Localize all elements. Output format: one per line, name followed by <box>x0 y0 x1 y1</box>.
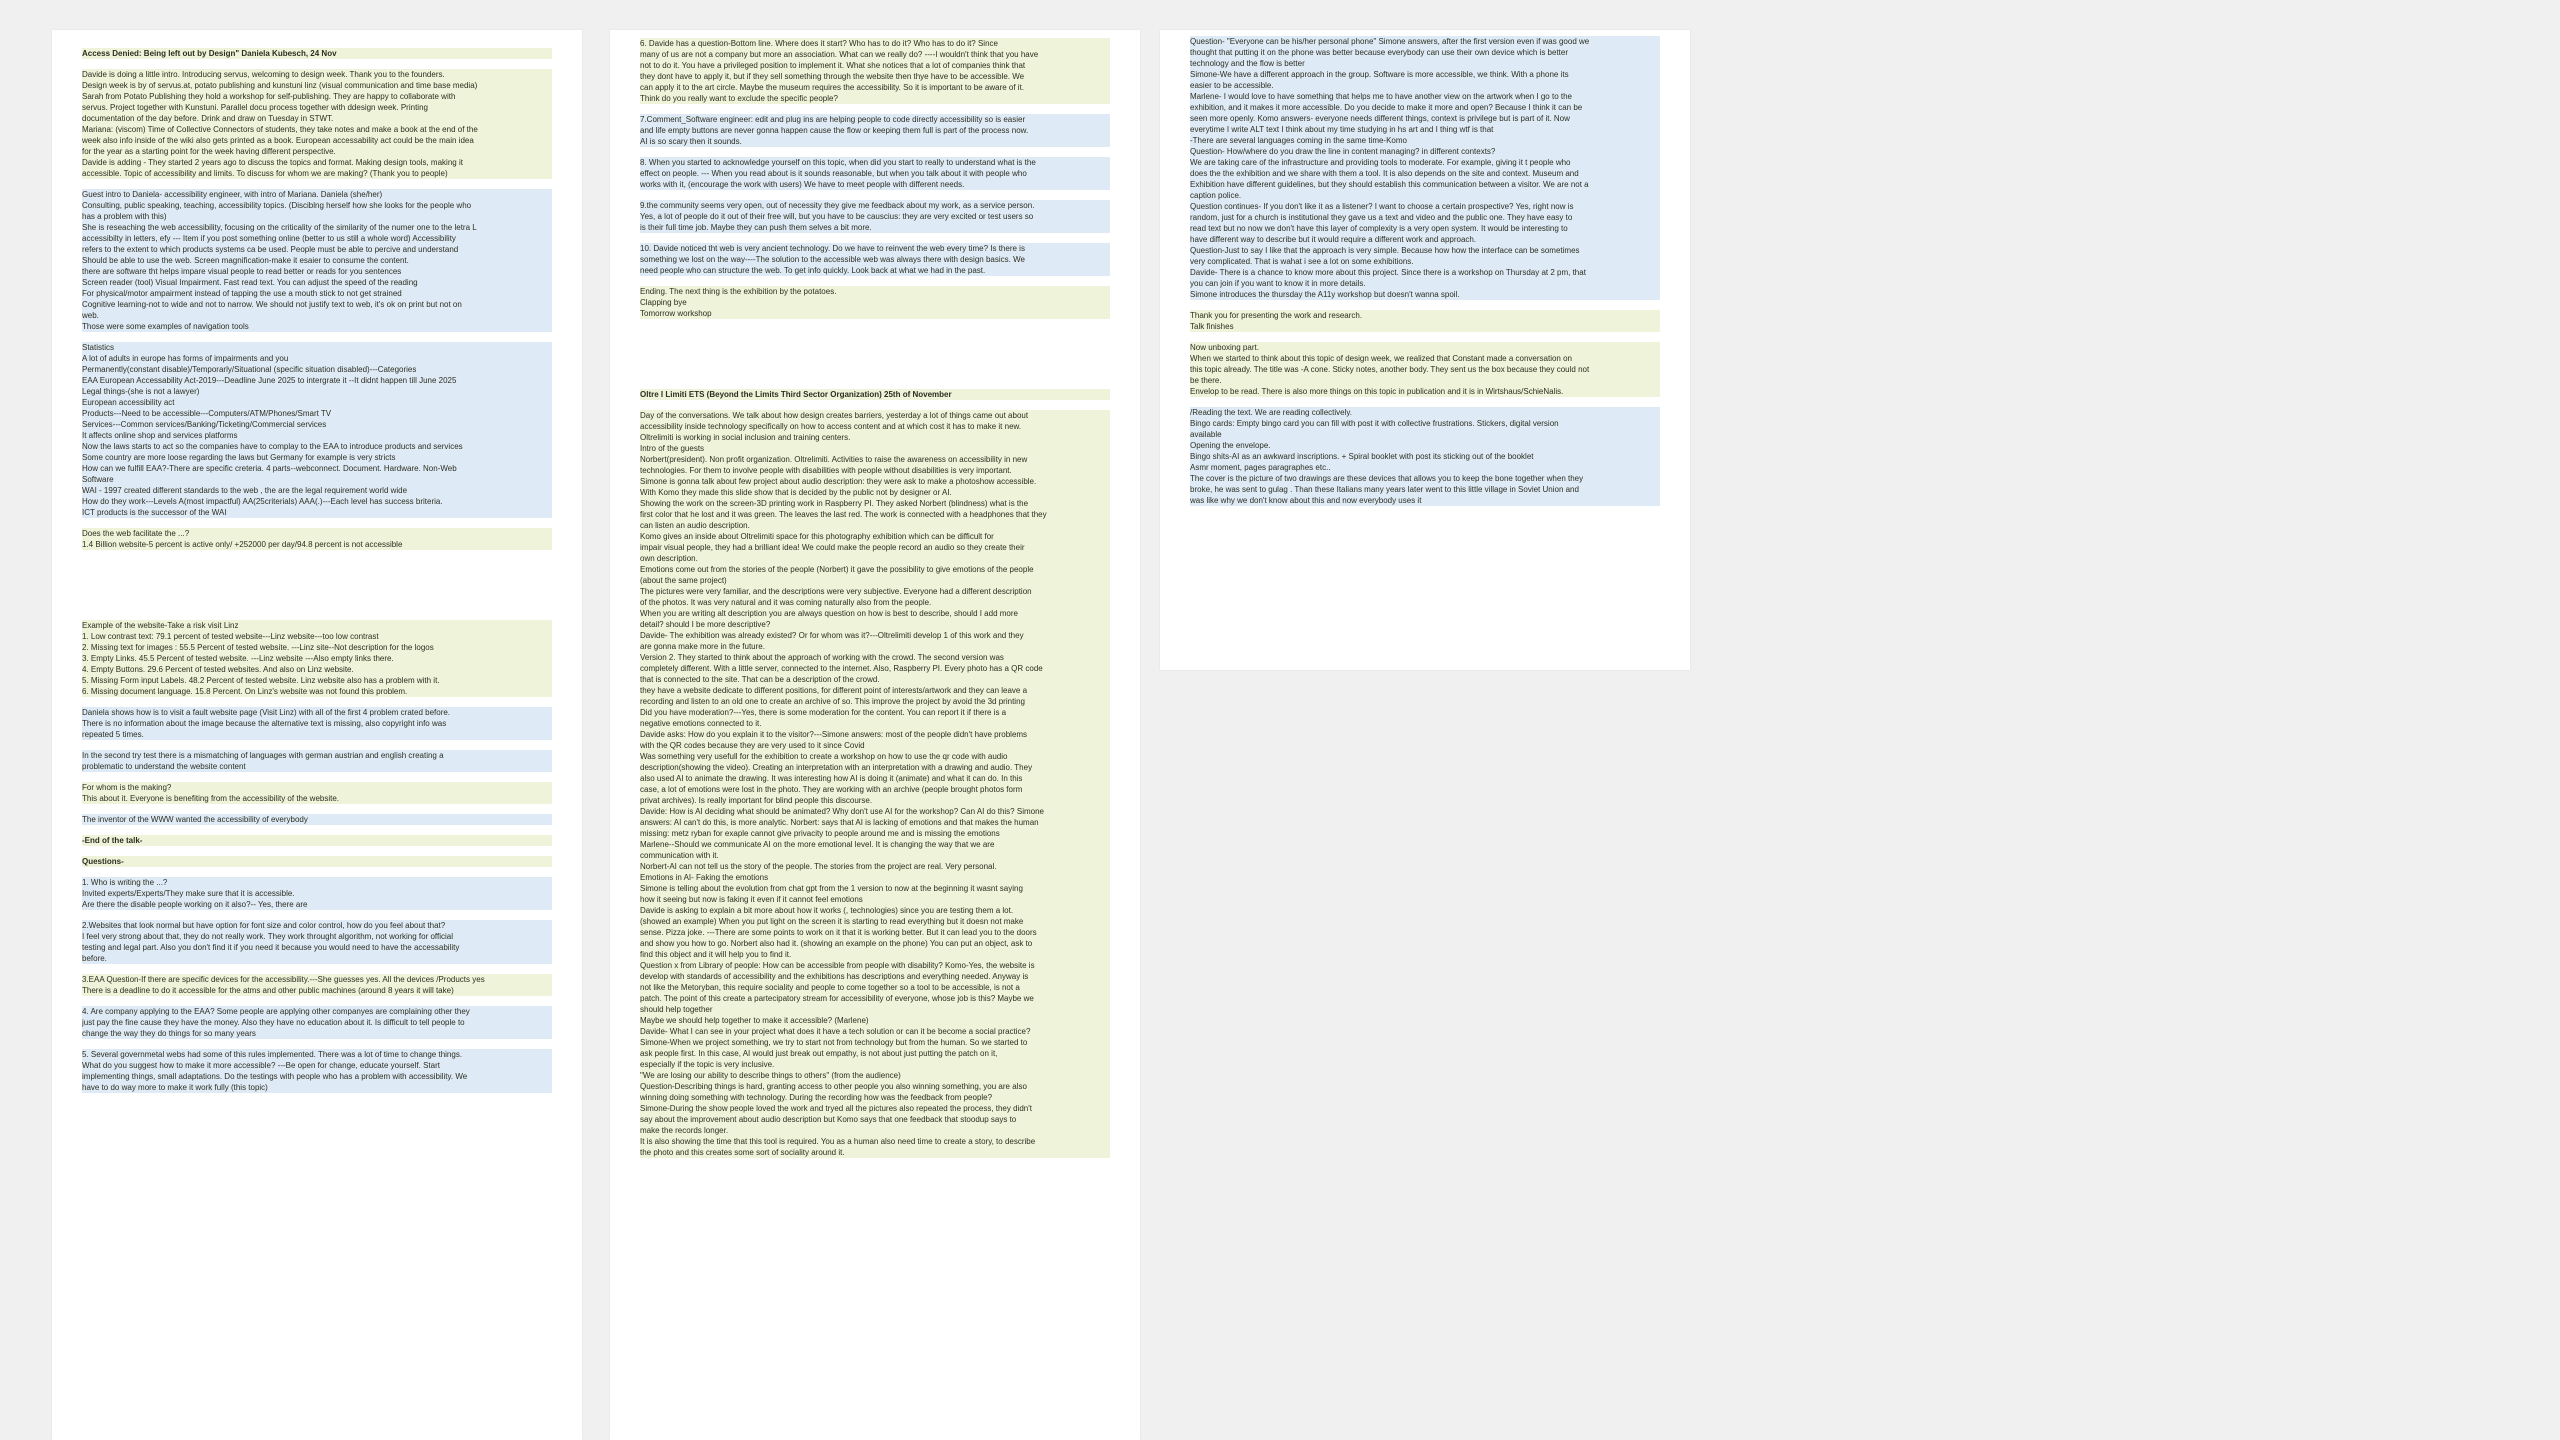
text-line: 8. When you started to acknowledge yourself on this topic, when did you start to really to understand what is the <box>640 157 1110 168</box>
text-line: She is reseaching the web accessibility, focusing on the criticality of the similarity of the numer one to the letra L <box>82 222 552 233</box>
text-line: 7.Comment_Software engineer: edit and plug ins are helping people to code directly accessibility so is easier <box>640 114 1110 125</box>
text-line: with the QR codes because they are very used to it since Covid <box>640 740 1110 751</box>
text-line: 9.the community seems very open, out of necessity they give me feedback about my work, as a service person. <box>640 200 1110 211</box>
text-line: there are software tht helps impare visual people to read better or reads for you sentences <box>82 266 552 277</box>
text-line: Talk finishes <box>1190 321 1660 332</box>
text-line: Emotions come out from the stories of the people (Norbert) it gave the possibility to give emotions of the people <box>640 564 1110 575</box>
text-line: of the photos. It was very natural and it was coming naturally also from the people. <box>640 597 1110 608</box>
text-line: Exhibition have different guidelines, but they should establish this communication between a visitor. We are not a <box>1190 179 1660 190</box>
text-line: accessibilty in letters, efy --- Item if you post something online (better to us still a whole word) Accessibility <box>82 233 552 244</box>
text-line: For physical/motor ampairment instead of tapping the use a mouth stick to not get strained <box>82 288 552 299</box>
text-line: Question- How/where do you draw the line in content managing? in different contexts? <box>1190 146 1660 157</box>
text-line: recording and listen to an old one to create an archive of so. This improve the project by avoid the 3d printing <box>640 696 1110 707</box>
document-page-2 <box>610 30 1140 1440</box>
spacer <box>82 560 552 620</box>
text-line: Example of the website-Take a risk visit Linz <box>82 620 552 631</box>
text-line: Statistics <box>82 342 552 353</box>
text-line: also used AI to animate the drawing. It was interesting how AI is doing it (animate) and what it can do. In this <box>640 773 1110 784</box>
text-line: impair visual people, they had a brilliant idea! We could make the people record an audio so they create their <box>640 542 1110 553</box>
text-line: The pictures were very familiar, and the descriptions were very subjective. Everyone had a different description <box>640 586 1110 597</box>
document-page-3 <box>1160 30 1690 670</box>
paragraph <box>1190 36 1660 300</box>
text-line: Now the laws starts to act so the companies have to complay to the EAA to introduce products and services <box>82 441 552 452</box>
text-line: own description. <box>640 553 1110 564</box>
paragraph <box>82 750 552 772</box>
text-line: and show you how to go. Norbert also had it. (showing an example on the phone) You can put an object, ask to <box>640 938 1110 949</box>
text-line: Invited experts/Experts/They make sure that it is accessible. <box>82 888 552 899</box>
text-line: does the the exhibition and we share with them a tool. It is also depends on the site and context. Museum and <box>1190 168 1660 179</box>
paragraph <box>1190 310 1660 332</box>
paragraph <box>640 389 1110 400</box>
text-line: broke, he was sent to gulag . Than these Italians many years later went to this little village in Soviet Union and <box>1190 484 1660 495</box>
text-line: thought that putting it on the phone was better because everybody can use their own device which is better <box>1190 47 1660 58</box>
text-line: Was something very usefull for the exhibition to create a workshop on how to use the qr code with audio <box>640 751 1110 762</box>
text-line: Those were some examples of navigation tools <box>82 321 552 332</box>
text-line: Showing the work on the screen-3D printing work in Raspberry PI. They asked Norbert (blindness) what is the <box>640 498 1110 509</box>
text-line: Davide is asking to explain a bit more about how it works (, technologies) since you are testing them a lot. <box>640 905 1110 916</box>
text-line: 6. Davide has a question-Bottom line. Where does it start? Who has to do it? Who has to do it? Since <box>640 38 1110 49</box>
text-line: Day of the conversations. We talk about how design creates barriers, yesterday a lot of things came out about <box>640 410 1110 421</box>
text-line: exhibition, and it makes it more accessible. Do you decide to make it more and open? Because I think it can be <box>1190 102 1660 113</box>
text-line: have to do way more to make it work fully (this topic) <box>82 1082 552 1093</box>
paragraph <box>82 877 552 910</box>
text-line: completely different. With a little server, connected to the internet. Also, Raspberry PI. Every photo has a QR code <box>640 663 1110 674</box>
text-line: seen more openly. Komo answers- everyone needs different things, context is privilege but is part of it. Now <box>1190 113 1660 124</box>
text-line: Simone introduces the thursday the A11y workshop but doesn't wanna spoil. <box>1190 289 1660 300</box>
text-line: you can join if you want to know it in more details. <box>1190 278 1660 289</box>
text-line: What do you suggest how to make it more accessible? ---Be open for change, educate yourself. Start <box>82 1060 552 1071</box>
spacer <box>640 329 1110 389</box>
text-line: they have a website dedicate to different positions, for different point of interests/artwork and they can leave a <box>640 685 1110 696</box>
text-line: Yes, a lot of people do it out of their free will, but you have to be causcius: they are very excited or test users so <box>640 211 1110 222</box>
text-line: Tomorrow workshop <box>640 308 1110 319</box>
text-line: Opening the envelope. <box>1190 440 1660 451</box>
text-line: random, just for a church is institutional they gave us a text and video and the public one. They have easy to <box>1190 212 1660 223</box>
text-line: Simone is gonna talk about few project about audio description: they were ask to make a photoshow accessible. <box>640 476 1110 487</box>
text-line: Envelop to be read. There is also more things on this topic in publication and it is in Wirtshaus/SchieNalis. <box>1190 386 1660 397</box>
text-line: 2. Missing text for images : 55.5 Percent of tested website. ---Linz site--Not description for the logos <box>82 642 552 653</box>
paragraph <box>82 1049 552 1093</box>
paragraph <box>1190 407 1660 506</box>
text-line: available <box>1190 429 1660 440</box>
paragraph <box>82 920 552 964</box>
paragraph <box>82 528 552 550</box>
text-line: I feel very strong about that, they do not really work. They work throught algorithm, not working for official <box>82 931 552 942</box>
text-line: When we started to think about this topic of design week, we realized that Constant made a conversation on <box>1190 353 1660 364</box>
text-line: /Reading the text. We are reading collectively. <box>1190 407 1660 418</box>
paragraph <box>640 410 1110 1158</box>
text-line: that is connected to the site. That can be a description of the crowd. <box>640 674 1110 685</box>
text-line: We are taking care of the infrastructure and providing tools to moderate. For example, giving it t people who <box>1190 157 1660 168</box>
text-line: In the second try test there is a mismatching of languages with german austrian and english creating a <box>82 750 552 761</box>
text-line: -End of the talk- <box>82 835 552 846</box>
text-line: 4. Empty Buttons. 29.6 Percent of tested websites. And also on Linz website. <box>82 664 552 675</box>
text-line: not to do it. You have a privileged position to implement it. What she notices that a lot of companies think that <box>640 60 1110 71</box>
paragraph <box>82 189 552 332</box>
text-line: need people who can structure the web. To get info quickly. Look back at what we had in the past. <box>640 265 1110 276</box>
text-line: Davide is doing a little intro. Introducing servus, welcoming to design week. Thank you to the founders. <box>82 69 552 80</box>
text-line: There is a deadline to do it accessible for the atms and other public machines (around 8 years it will take) <box>82 985 552 996</box>
text-line: Norbert-AI can not tell us the story of the people. The stories from the project are real. Very personal. <box>640 861 1110 872</box>
text-line: The inventor of the WWW wanted the accessibility of everybody <box>82 814 552 825</box>
text-line: 6. Missing document language. 15.8 Percent. On Linz's website was not found this problem. <box>82 686 552 697</box>
text-line: was like why we don't know about this and now everybody uses it <box>1190 495 1660 506</box>
text-line: Software <box>82 474 552 485</box>
text-line: first color that he lost and it was green. The leaves the last red. The work is connected with a headphones that they <box>640 509 1110 520</box>
text-line: caption police. <box>1190 190 1660 201</box>
text-line: Oltre I Limiti ETS (Beyond the Limits Third Sector Organization) 25th of November <box>640 389 1110 400</box>
text-line: Simone-During the show people loved the work and tryed all the pictures also repeated the process, they didn't <box>640 1103 1110 1114</box>
text-line: ask people first. In this case, AI would just break out empathy, is not about just putting the patch on it, <box>640 1048 1110 1059</box>
text-line: especially if the topic is very inclusive. <box>640 1059 1110 1070</box>
document-page-1 <box>52 30 582 1440</box>
text-line: It is also showing the time that this tool is required. You as a human also need time to create a story, to describe <box>640 1136 1110 1147</box>
text-line: answers: AI can't do this, is more analytic. Norbert: says that AI is lacking of emotions and that makes the human <box>640 817 1110 828</box>
text-line: Products---Need to be accessible---Computers/ATM/Phones/Smart TV <box>82 408 552 419</box>
text-line: 3. Empty Links. 45.5 Percent of tested website. ---Linz website ---Also empty links there. <box>82 653 552 664</box>
text-line: Thank you for presenting the work and research. <box>1190 310 1660 321</box>
text-line: easier to be accessible. <box>1190 80 1660 91</box>
paragraph <box>640 200 1110 233</box>
text-line: Version 2. They started to think about the approach of working with the crowd. The second version was <box>640 652 1110 663</box>
text-line: Komo gives an inside about Oltrelimiti space for this photography exhibition which can be difficult for <box>640 531 1110 542</box>
text-line: Services---Common services/Banking/Ticketing/Commercial services <box>82 419 552 430</box>
text-line: How do they work---Levels A(most impactful) AA(25criterials) AAA(.)---Each level has success briteria. <box>82 496 552 507</box>
text-line: patch. The point of this create a partecipatory stream for accessibility of everyone, whose job is this? Maybe we <box>640 993 1110 1004</box>
paragraph <box>640 38 1110 104</box>
text-line: this topic already. The title was -A cone. Sticky notes, another body. They sent us the box because they could not <box>1190 364 1660 375</box>
text-line: week also info inside of the wiki also gets printed as a book. European accessability act could be the main idea <box>82 135 552 146</box>
text-line: A lot of adults in europe has forms of impairments and you <box>82 353 552 364</box>
text-line: develop with standards of accessibility and the exhibitions has descriptions and everything needed. Anyway is <box>640 971 1110 982</box>
text-line: are gonna make more in the future. <box>640 641 1110 652</box>
text-line: Questions- <box>82 856 552 867</box>
text-line: problematic to understand the website content <box>82 761 552 772</box>
paragraph <box>82 1006 552 1039</box>
text-line: Davide- There is a chance to know more about this project. Since there is a workshop on Thursday at 2 pm, that <box>1190 267 1660 278</box>
text-line: Does the web facilitate the ...? <box>82 528 552 539</box>
text-line: 10. Davide noticed tht web is very ancient technology. Do we have to reinvent the web every time? Is there is <box>640 243 1110 254</box>
text-line: Access Denied: Being left out by Design" Daniela Kubesch, 24 Nov <box>82 48 552 59</box>
paragraph <box>82 814 552 825</box>
text-line: is their full time job. Maybe they can push them selves a bit more. <box>640 222 1110 233</box>
text-line: EAA European Accessability Act-2019---Deadline June 2025 to intergrate it --It didnt happen till June 2025 <box>82 375 552 386</box>
text-line: Permanently(constant disable)/Temporarly/Situational (specific situation disabled)---Categories <box>82 364 552 375</box>
text-line: (about the same project) <box>640 575 1110 586</box>
text-line: have different way to describe but it would require a different work and approach. <box>1190 234 1660 245</box>
paragraph <box>82 856 552 867</box>
paragraph <box>82 974 552 996</box>
text-line: Bingo shits-AI as an awkward inscriptions. + Spiral booklet with post its sticking out of the booklet <box>1190 451 1660 462</box>
text-line: Oltrelimiti is working in social inclusion and training centers. <box>640 432 1110 443</box>
text-line: refers to the extent to which products systems ca be used. People must be able to percive and understand <box>82 244 552 255</box>
text-line: Some country are more loose regarding the laws but Germany for example is very stricts <box>82 452 552 463</box>
text-line: sense. Pizza joke. ---There are some points to work on it that it is working better. But it can lead you to the doors <box>640 927 1110 938</box>
text-line: Davide- The exhibition was already existed? Or for whom was it?---Oltrelimiti develop 1 of this work and they <box>640 630 1110 641</box>
text-line: works with it, (encourage the work with users) We have to meet people with different needs. <box>640 179 1110 190</box>
text-line: missing: metz ryban for exaple cannot give privacity to people around me and is missing the emotions <box>640 828 1110 839</box>
text-line: 1. Who is writing the ...? <box>82 877 552 888</box>
text-line: How can we fulfill EAA?-There are specific creteria. 4 parts--webconnect. Document. Hardware. Non-Web <box>82 463 552 474</box>
text-line: description(showing the video). Creating an interpretation with an interpretation with a drawing and audio. They <box>640 762 1110 773</box>
text-line: testing and legal part. Also you don't find it if you need it because you would need to have the accessability <box>82 942 552 953</box>
text-line: For whom is the making? <box>82 782 552 793</box>
text-line: "We are losing our ability to describe things to others" (from the audience) <box>640 1070 1110 1081</box>
text-line: accessibility inside technology specifically on how to access content and at which cost it has to make it new. <box>640 421 1110 432</box>
paragraph <box>82 707 552 740</box>
text-line: Guest intro to Daniela- accessibility engineer, with intro of Mariana. Daniela (she/her) <box>82 189 552 200</box>
text-line: winning doing something with technology. During the recording how was the feedback from people? <box>640 1092 1110 1103</box>
text-line: With Komo they made this slide show that is decided by the public not by designer or AI. <box>640 487 1110 498</box>
text-line: effect on people. --- When you read about is it sounds reasonable, but when you talk about it with people who <box>640 168 1110 179</box>
text-line: can listen an audio description. <box>640 520 1110 531</box>
paragraph <box>82 48 552 59</box>
text-line: accessible. Topic of accessibility and limits. To discuss for whom we are making? (Thank you to people) <box>82 168 552 179</box>
text-line: 1. Low contrast text: 79.1 percent of tested website---Linz website---too low contrast <box>82 631 552 642</box>
text-line: 1.4 Billion website-5 percent is active only/ +252000 per day/94.8 percent is not accessible <box>82 539 552 550</box>
text-line: It affects online shop and services platforms <box>82 430 552 441</box>
paragraph <box>640 286 1110 319</box>
text-line: servus. Project together with Kunstuni. Parallel docu process together with ddesign week. Printing <box>82 102 552 113</box>
text-line: Are there the disable people working on it also?-- Yes, there are <box>82 899 552 910</box>
text-line: Question-Just to say I like that the approach is very simple. Because how how the interface can be sometimes <box>1190 245 1660 256</box>
text-line: case, a lot of emotions were lost in the photo. They are working with an archive (people brought photos form <box>640 784 1110 795</box>
paragraph <box>82 69 552 179</box>
text-line: say about the improvement about audio description but Komo says that one feedback that stoodup says to <box>640 1114 1110 1125</box>
text-line: read text but no now we don't have this layer of complexity is a very open system. It would be interesting to <box>1190 223 1660 234</box>
text-line: change the way they do things for so many years <box>82 1028 552 1039</box>
text-line: Marlene- I would love to have something that helps me to have another view on the artwork when I go to the <box>1190 91 1660 102</box>
text-line: AI is so scary then it sounds. <box>640 136 1110 147</box>
text-line: 3.EAA Question-If there are specific devices for the accessibility.---She guesses yes. All the devices /Products yes <box>82 974 552 985</box>
text-line: WAI - 1997 created different standards to the web , the are the legal requirement world wide <box>82 485 552 496</box>
text-line: Mariana: (viscom) Time of Collective Connectors of students, they take notes and make a book at the end of the <box>82 124 552 135</box>
text-line: Should be able to use the web. Screen magnification-make it esaier to consume the content. <box>82 255 552 266</box>
text-line: something we lost on the way----The solution to the accessible web was always there with design basics. We <box>640 254 1110 265</box>
text-line: Norbert(president). Non profit organization. Oltrelimiti. Activities to raise the awareness on accessibility in new <box>640 454 1110 465</box>
text-line: The cover is the picture of two drawings are these devices that allows you to keep the bone together when they <box>1190 473 1660 484</box>
text-line: detail? should I be more descriptive? <box>640 619 1110 630</box>
paragraph <box>1190 342 1660 397</box>
text-line: Sarah from Potato Publishing they hold a workshop for self-publishing. They are happy to collaborate with <box>82 91 552 102</box>
text-line: privat archives). Is really important for blind people this discourse. <box>640 795 1110 806</box>
paragraph <box>82 835 552 846</box>
text-line: the photo and this creates some sort of sociality around it. <box>640 1147 1110 1158</box>
paragraph <box>82 620 552 697</box>
paragraph <box>640 157 1110 190</box>
text-line: Maybe we should help together to make it accessible? (Marlene) <box>640 1015 1110 1026</box>
text-line: web. <box>82 310 552 321</box>
text-line: 2.Websites that look normal but have option for font size and color control, how do you feel about that? <box>82 920 552 931</box>
text-line: make the records longer. <box>640 1125 1110 1136</box>
text-line: European accessibility act <box>82 397 552 408</box>
text-line: 5. Several governmetal webs had some of this rules implemented. There was a lot of time to change things. <box>82 1049 552 1060</box>
text-line: Emotions in AI- Faking the emotions <box>640 872 1110 883</box>
text-line: has a problem with this) <box>82 211 552 222</box>
text-line: Question- "Everyone can be his/her personal phone" Simone answers, after the first version even if was good we <box>1190 36 1660 47</box>
text-line: Clapping bye <box>640 297 1110 308</box>
text-line: Simone-When we project something, we try to start not from technology but from the human. So we started to <box>640 1037 1110 1048</box>
text-line: This about it. Everyone is benefiting from the accessibility of the website. <box>82 793 552 804</box>
text-line: Asmr moment, pages paragraphes etc.. <box>1190 462 1660 473</box>
text-line: When you are writing alt description you are always question on how is best to describe, should I add more <box>640 608 1110 619</box>
text-line: Screen reader (tool) Visual Impairment. Fast read text. You can adjust the speed of the reading <box>82 277 552 288</box>
text-line: Question continues- If you don't like it as a listener? I want to choose a certain prospective? Yes, right now is <box>1190 201 1660 212</box>
text-line: repeated 5 times. <box>82 729 552 740</box>
text-line: not like the Metoryban, this require sociality and people to come together so a tool to be accessible, is not a <box>640 982 1110 993</box>
text-line: be there. <box>1190 375 1660 386</box>
text-line: Davide asks: How do you explain it to the visitor?---Simone answers: most of the people didn't have problems <box>640 729 1110 740</box>
paragraph <box>82 342 552 518</box>
text-line: Question x from Library of people: How can be accessible from people with disability? Komo-Yes, the website is <box>640 960 1110 971</box>
text-line: many of us are not a company but more an association. What can we really do? ----I wouldn't think that you have <box>640 49 1110 60</box>
text-line: Ending. The next thing is the exhibition by the potatoes. <box>640 286 1110 297</box>
text-line: everytime I write ALT text I think about my time studying in hs art and I thing wtf is that <box>1190 124 1660 135</box>
text-line: Cognitive learning-not to wide and not to narrow. We should not justify text to web, it's ok on print but not on <box>82 299 552 310</box>
text-line: Think do you really want to exclude the specific people? <box>640 93 1110 104</box>
text-line: Davide- What I can see in your project what does it have a tech solution or can it be become a social practice? <box>640 1026 1110 1037</box>
text-line: Marlene--Should we communicate AI on the more emotional level. It is changing the way that we are <box>640 839 1110 850</box>
text-line: Davide: How is AI deciding what should be animated? Why don't use AI for the workshop? Can AI do this? Simone <box>640 806 1110 817</box>
paragraph <box>640 243 1110 276</box>
text-line: (showed an example) When you put light on the screen it is starting to read everything but it doesn not make <box>640 916 1110 927</box>
text-line: just pay the fine cause they have the money. Also they have no education about it. Is difficult to tell people to <box>82 1017 552 1028</box>
text-line: Daniela shows how is to visit a fault website page (Visit Linz) with all of the first 4 problem crated before. <box>82 707 552 718</box>
text-line: ICT products is the successor of the WAI <box>82 507 552 518</box>
text-line: Davide is adding - They started 2 years ago to discuss the topics and format. Making design tools, making it <box>82 157 552 168</box>
paragraph <box>82 782 552 804</box>
text-line: Bingo cards: Empty bingo card you can fill with post it with collective frustrations. Stickers, digital version <box>1190 418 1660 429</box>
text-line: 4. Are company applying to the EAA? Some people are applying other companyes are complaining other they <box>82 1006 552 1017</box>
text-line: negative emotions connected to it. <box>640 718 1110 729</box>
text-line: Consulting, public speaking, teaching, accessibility topics. (Disciblng herself how she looks for the people who <box>82 200 552 211</box>
text-line: how it seeing but now is faking it even if it cannot feel emotions <box>640 894 1110 905</box>
text-line: for the year as a starting point for the week having different perspective. <box>82 146 552 157</box>
paragraph <box>640 114 1110 147</box>
text-line: Design week is by of servus.at, potato publishing and kunstuni linz (visual communication and time base media) <box>82 80 552 91</box>
text-line: can apply it to the art circle. Maybe the museum requires the accessibility. So it is important to be aware of it. <box>640 82 1110 93</box>
text-line: technologies. For them to involve people with disabilities with people without disabilities is very important. <box>640 465 1110 476</box>
text-line: There is no information about the image because the alternative text is missing, also copyright info was <box>82 718 552 729</box>
text-line: documentation of the day before. Drink and draw on Tuesday in STWT. <box>82 113 552 124</box>
text-line: Did you have moderation?---Yes, there is some moderation for the content. You can report it if there is a <box>640 707 1110 718</box>
text-line: Legal things-(she is not a lawyer) <box>82 386 552 397</box>
text-line: and life empty buttons are never gonna happen cause the flow or keeping them full is part of the process now. <box>640 125 1110 136</box>
text-line: 5. Missing Form input Labels. 48.2 Percent of tested website. Linz website also has a problem with it. <box>82 675 552 686</box>
text-line: technology and the flow is better <box>1190 58 1660 69</box>
text-line: -There are several languages coming in the same time-Komo <box>1190 135 1660 146</box>
text-line: they dont have to apply it, but if they sell something through the website then thye have to be accessible. We <box>640 71 1110 82</box>
text-line: very complicated. That is wahat i see a lot on some exhibitions. <box>1190 256 1660 267</box>
text-line: should help together <box>640 1004 1110 1015</box>
text-line: find this object and it will help you to find it. <box>640 949 1110 960</box>
text-line: communication with it. <box>640 850 1110 861</box>
text-line: Question-Describing things is hard, granting access to other people you also winning something, you are also <box>640 1081 1110 1092</box>
text-line: Intro of the guests <box>640 443 1110 454</box>
text-line: implementing things, small adaptations. Do the testings with people who has a problem with accessibility. We <box>82 1071 552 1082</box>
text-line: before. <box>82 953 552 964</box>
text-line: Now unboxing part. <box>1190 342 1660 353</box>
text-line: Simone is telling about the evolution from chat gpt from the 1 version to now at the beginning it wasnt saying <box>640 883 1110 894</box>
text-line: Simone-We have a different approach in the group. Software is more accessible, we think. With a phone its <box>1190 69 1660 80</box>
